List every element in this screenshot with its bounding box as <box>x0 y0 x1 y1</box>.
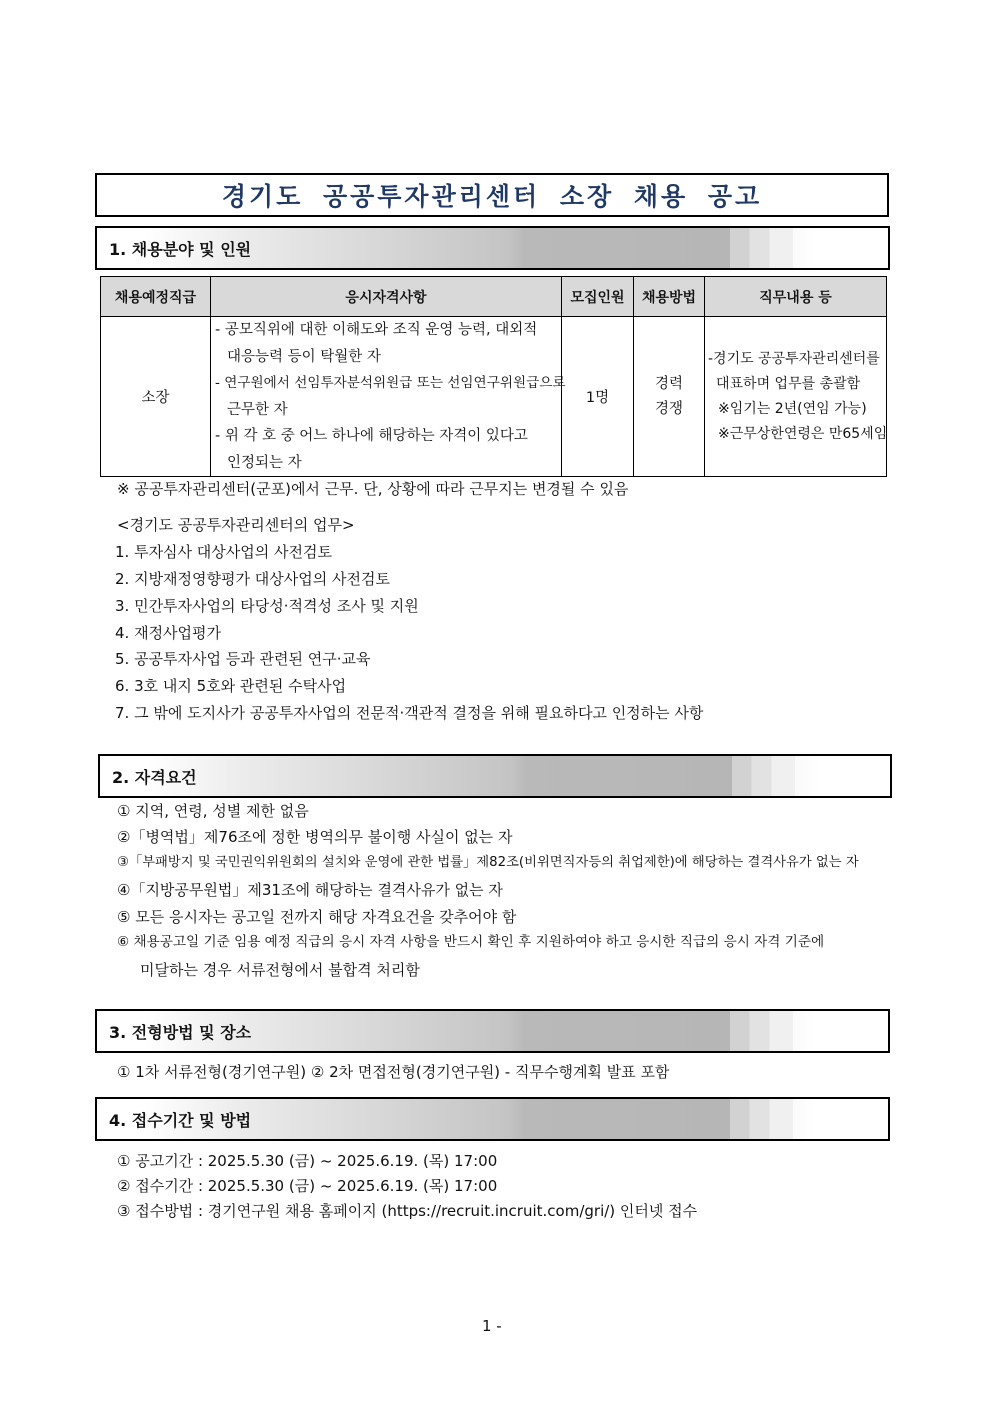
table-row <box>101 317 887 477</box>
list-item: 5. 공공투자사업 등과 관련된 연구·교육 <box>115 650 371 668</box>
section-heading-2: 2. 자격요건 <box>98 754 892 798</box>
qualification-line: - 연구원에서 선임투자분석위원급 또는 선임연구위원급으로 <box>215 375 566 391</box>
duties-cell <box>705 317 887 477</box>
announcement-title-box <box>95 173 889 217</box>
method-line: 경쟁 <box>654 400 683 417</box>
section-heading-4: 4. 접수기간 및 방법 <box>95 1097 890 1141</box>
list-item: 1. 투자심사 대상사업의 사전검토 <box>115 543 332 561</box>
section-heading-3: 3. 전형방법 및 장소 <box>95 1009 890 1053</box>
list-item: ① 공고기간 : 2025.5.30 (금) ~ 2025.6.19. (목) 17:00 <box>117 1152 498 1170</box>
section-heading-1: 1. 채용분야 및 인원 <box>95 226 890 270</box>
table-header: 모집인원 <box>562 277 634 317</box>
list-item: 7. 그 밖에 도지사가 공공투자사업의 전문적·객관적 결정을 위해 필요하다고 인정하는 사항 <box>115 704 704 722</box>
list-item: ① 지역, 연령, 성별 제한 없음 <box>117 802 309 820</box>
qualification-line: 대응능력 등이 탁월한 자 <box>227 348 381 365</box>
page-title: 경기도 공공투자관리센터 소장 채용 공고 <box>221 182 763 211</box>
method-cell <box>634 317 705 477</box>
qualification-line: 인정되는 자 <box>227 454 302 471</box>
duty-line: 대표하며 업무를 총괄함 <box>716 375 861 392</box>
work-location-note: ※ 공공투자관리센터(군포)에서 근무. 단, 상황에 따라 근무지는 변경될 수 있음 <box>117 480 629 498</box>
recruitment-table <box>100 276 887 477</box>
method-line: 경력 <box>654 375 683 392</box>
list-item-continuation: 미달하는 경우 서류전형에서 불합격 처리함 <box>140 961 420 979</box>
qualification-line: 근무한 자 <box>227 401 288 418</box>
list-item: 2. 지방재정영향평가 대상사업의 사전검토 <box>115 570 390 588</box>
list-item: ② 접수기간 : 2025.5.30 (금) ~ 2025.6.19. (목) 17:00 <box>117 1177 498 1195</box>
list-item: ③「부패방지 및 국민권익위원회의 설치와 운영에 관한 법률」제82조(비위면직자등의 취업제한)에 해당하는 결격사유가 없는 자 <box>117 855 859 870</box>
duty-line: ※근무상한연령은 만65세임 <box>718 425 888 442</box>
list-item: 6. 3호 내지 5호와 관련된 수탁사업 <box>115 677 347 695</box>
center-duties-title: <경기도 공공투자관리센터의 업무> <box>117 516 355 534</box>
table-header: 직무내용 등 <box>705 277 887 317</box>
table-header: 응시자격사항 <box>211 277 562 317</box>
qualification-line: - 위 각 호 중 어느 하나에 해당하는 자격이 있다고 <box>215 428 528 444</box>
table-header-row <box>101 277 887 317</box>
duty-line: -경기도 공공투자관리센터를 <box>708 350 880 367</box>
list-item: ⑥ 채용공고일 기준 임용 예정 직급의 응시 자격 사항을 반드시 확인 후 지원하여야 하고 응시한 직급의 응시 자격 기준에 <box>117 934 825 950</box>
table-header: 채용예정직급 <box>101 277 211 317</box>
list-item: ③ 접수방법 : 경기연구원 채용 홈페이지 (https://recruit.incruit.com/gri/) 인터넷 접수 <box>117 1202 698 1220</box>
table-header: 채용방법 <box>634 277 705 317</box>
selection-method-text: ① 1차 서류전형(경기연구원) ② 2차 면접전형(경기연구원) - 직무수행계획 발표 포함 <box>117 1063 670 1081</box>
list-item: ②「병역법」제76조에 정한 병역의무 불이행 사실이 없는 자 <box>117 828 513 846</box>
list-item: 4. 재정사업평가 <box>115 624 222 642</box>
list-item: ⑤ 모든 응시자는 공고일 전까지 해당 자격요건을 갖추어야 함 <box>117 908 517 926</box>
list-item: 3. 민간투자사업의 타당성·적격성 조사 및 지원 <box>115 597 419 615</box>
count-cell: 1명 <box>562 317 634 477</box>
qualifications-cell <box>211 317 566 477</box>
list-item: ④「지방공무원법」제31조에 해당하는 결격사유가 없는 자 <box>117 881 503 899</box>
duty-line: ※임기는 2년(연임 가능) <box>718 400 867 417</box>
page-number: 1 - <box>482 1317 502 1335</box>
grade-cell: 소장 <box>101 317 211 477</box>
qualification-line: - 공모직위에 대한 이해도와 조직 운영 능력, 대외적 <box>215 322 538 338</box>
